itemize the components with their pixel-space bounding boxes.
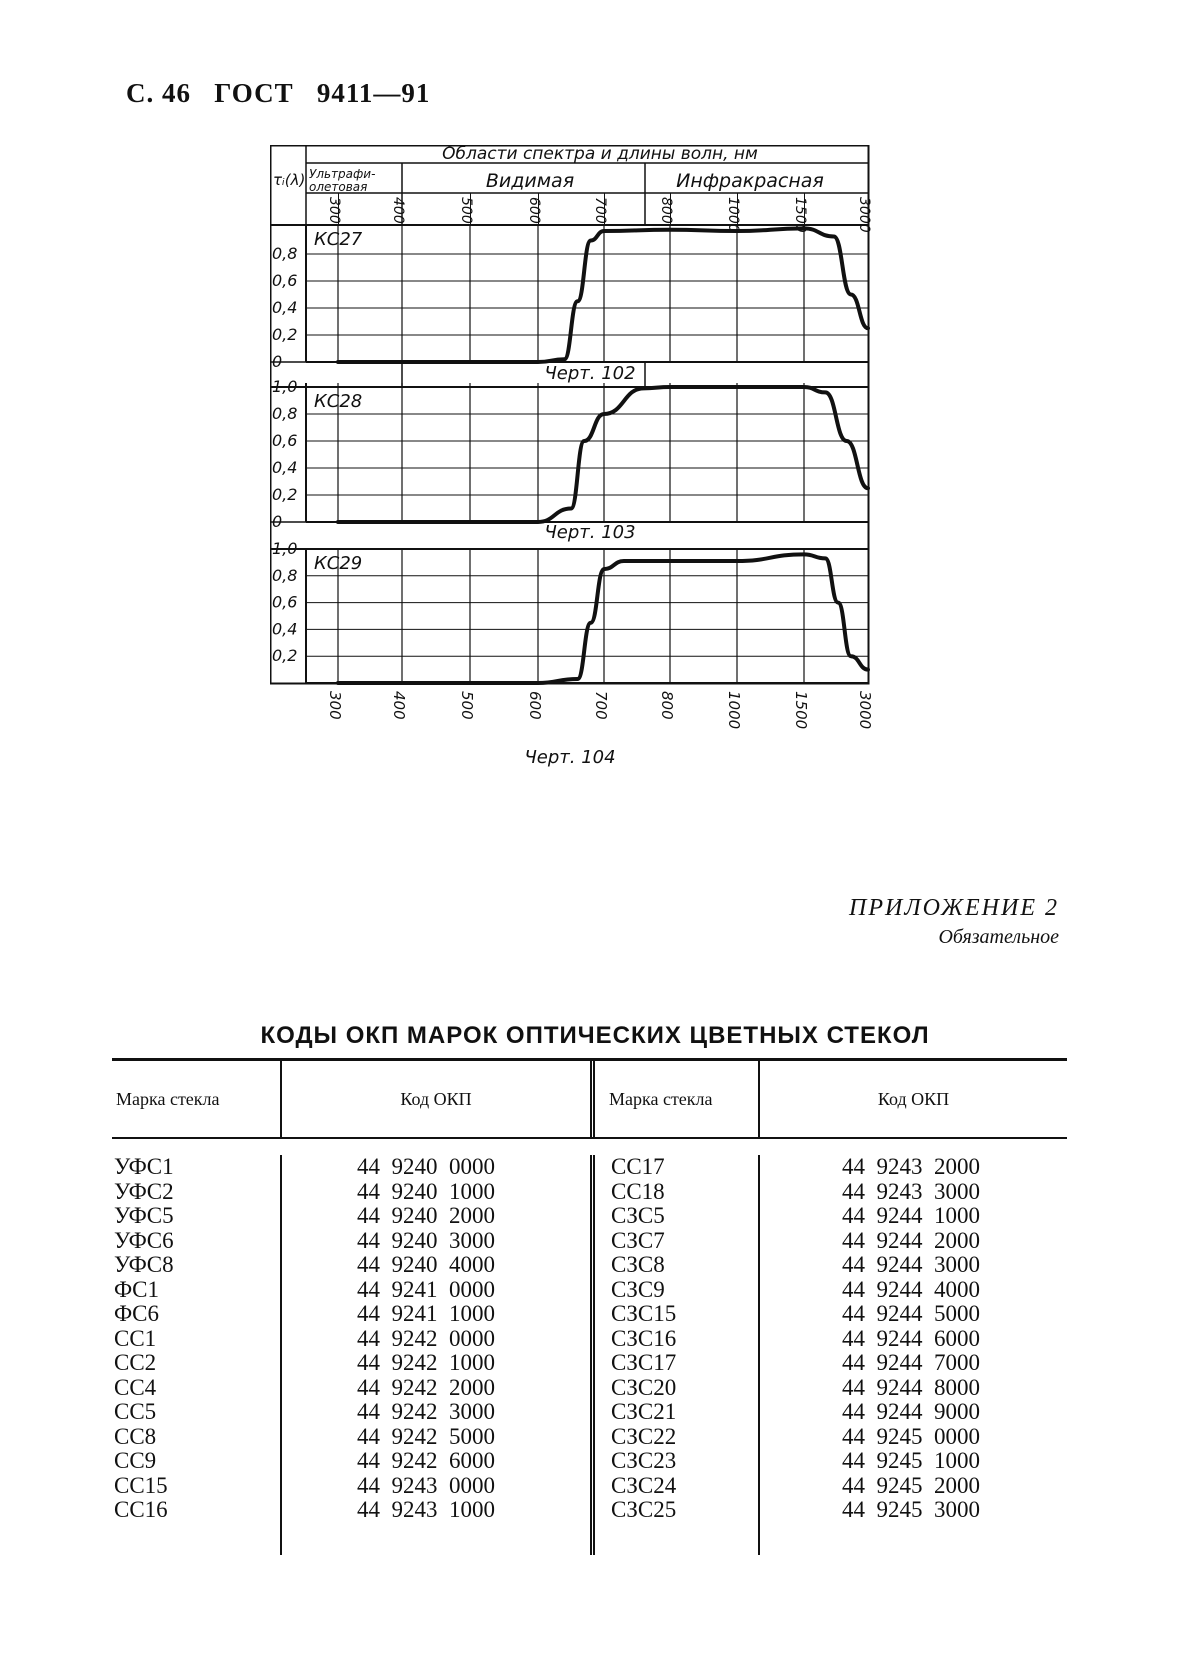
table-cell: СС1 bbox=[114, 1325, 157, 1351]
table-cell: 44 9244 3000 bbox=[842, 1252, 980, 1277]
okp-codes-table bbox=[112, 1058, 1067, 1555]
transmission-curve bbox=[338, 554, 868, 683]
table-cell: СЗС7 bbox=[611, 1227, 665, 1253]
column-mark-left bbox=[112, 1155, 280, 1555]
table-cell: 44 9240 0000 bbox=[357, 1154, 495, 1179]
header-tick-label: 3000 bbox=[856, 197, 872, 233]
table-cell: 44 9243 0000 bbox=[357, 1472, 495, 1498]
table-cell: 44 9244 9000 bbox=[842, 1399, 980, 1424]
region-visible-label: Видимая bbox=[485, 170, 575, 192]
table-cell: 44 9245 0000 bbox=[842, 1423, 980, 1449]
appendix-block bbox=[849, 895, 1059, 949]
table-cell: 44 9242 0000 bbox=[357, 1325, 495, 1351]
codes-right-list bbox=[760, 1155, 1067, 1523]
table-cell: 44 9243 2000 bbox=[842, 1154, 980, 1179]
column-code-right bbox=[758, 1155, 1067, 1555]
table-cell: СЗС21 bbox=[611, 1399, 677, 1424]
table-cell: ФС6 bbox=[114, 1301, 160, 1326]
header-tick-label: 500 bbox=[458, 197, 474, 224]
table-cell: 44 9241 0000 bbox=[357, 1276, 495, 1302]
table-cell: СЗС24 bbox=[611, 1472, 677, 1498]
y-tick-label: 0,2 bbox=[272, 646, 298, 666]
table-cell: 44 9243 1000 bbox=[357, 1497, 495, 1522]
y-tick-label: 0,4 bbox=[272, 458, 298, 477]
bottom-tick-label: 500 bbox=[458, 691, 476, 720]
transmittance-axis-label: τᵢ(λ) bbox=[273, 171, 306, 189]
table-cell: УФС1 bbox=[114, 1154, 174, 1179]
column-code-left bbox=[280, 1155, 590, 1555]
table-cell: СЗС22 bbox=[611, 1423, 677, 1449]
table-cell: 44 9242 3000 bbox=[357, 1399, 495, 1424]
table-cell: 44 9244 8000 bbox=[842, 1374, 980, 1400]
table-cell: 44 9240 1000 bbox=[357, 1178, 495, 1204]
table-cell: СЗС25 bbox=[611, 1497, 677, 1522]
appendix-title: ПРИЛОЖЕНИЕ 2 bbox=[849, 895, 1059, 921]
y-tick-label: 0,8 bbox=[272, 404, 298, 423]
table-cell: УФС5 bbox=[114, 1203, 174, 1228]
y-tick-label: 0,2 bbox=[272, 485, 298, 504]
codes-left-list bbox=[282, 1155, 590, 1523]
transmission-figure bbox=[270, 145, 990, 800]
bottom-tick-label: 3000 bbox=[856, 691, 874, 730]
table-cell: 44 9244 6000 bbox=[842, 1325, 980, 1351]
table-cell: СЗС23 bbox=[611, 1448, 677, 1473]
page-header: С. 46 ГОСТ 9411—91 bbox=[126, 78, 431, 108]
transmission-charts-svg bbox=[270, 145, 990, 800]
table-cell: СС2 bbox=[114, 1350, 157, 1375]
y-tick-label: 0,6 bbox=[272, 592, 298, 612]
table-cell: УФС8 bbox=[114, 1252, 174, 1277]
table-cell: ФС1 bbox=[114, 1276, 160, 1302]
table-cell: СЗС17 bbox=[611, 1350, 677, 1375]
table-cell: СС4 bbox=[114, 1374, 157, 1400]
table-cell: УФС2 bbox=[114, 1178, 174, 1204]
table-cell: 44 9244 5000 bbox=[842, 1301, 980, 1326]
table-cell: 44 9242 6000 bbox=[357, 1448, 495, 1473]
table-cell: 44 9240 4000 bbox=[357, 1252, 495, 1277]
y-tick-label: 0,8 bbox=[272, 244, 298, 263]
table-cell: 44 9240 3000 bbox=[357, 1227, 495, 1253]
header-code-right: Код ОКП bbox=[758, 1061, 1067, 1137]
y-tick-label: 0,2 bbox=[272, 325, 298, 344]
spectrum-region-title: Области спектра и длины волн, нм bbox=[442, 145, 758, 164]
table-cell: 44 9244 7000 bbox=[842, 1350, 980, 1375]
y-tick-label: 0,8 bbox=[272, 565, 298, 585]
figure-caption: Черт. 102 bbox=[544, 363, 636, 384]
panel-title: КС29 bbox=[314, 553, 363, 574]
table-cell: СЗС9 bbox=[611, 1276, 665, 1302]
transmission-curve bbox=[338, 228, 868, 362]
table-cell: УФС6 bbox=[114, 1227, 174, 1253]
y-tick-label: 1,0 bbox=[272, 539, 298, 558]
table-cell: 44 9240 2000 bbox=[357, 1203, 495, 1228]
table-cell: СЗС15 bbox=[611, 1301, 677, 1326]
header-tick-label: 1500 bbox=[792, 197, 808, 233]
bottom-tick-label: 700 bbox=[592, 691, 610, 720]
table-cell: СС5 bbox=[114, 1399, 157, 1424]
header-tick-label: 800 bbox=[658, 197, 674, 224]
y-tick-label: 0,4 bbox=[272, 619, 298, 639]
header-tick-label: 700 bbox=[592, 197, 608, 224]
table-cell: 44 9245 2000 bbox=[842, 1472, 980, 1498]
table-cell: СС17 bbox=[611, 1154, 665, 1179]
region-ir-label: Инфракрасная bbox=[676, 170, 824, 192]
table-title: КОДЫ ОКП МАРОК ОПТИЧЕСКИХ ЦВЕТНЫХ СТЕКОЛ bbox=[260, 1022, 930, 1049]
table-cell: 44 9244 4000 bbox=[842, 1276, 980, 1302]
bottom-tick-label: 600 bbox=[526, 691, 544, 720]
table-cell: 44 9243 3000 bbox=[842, 1178, 980, 1204]
header-tick-label: 400 bbox=[390, 197, 406, 224]
y-tick-label: 0,4 bbox=[272, 298, 298, 317]
table-cell: 44 9241 1000 bbox=[357, 1301, 495, 1326]
figure-caption: Черт. 104 bbox=[524, 747, 616, 768]
region-uv-label: Ультрафи- bbox=[309, 167, 376, 181]
table-cell: СЗС5 bbox=[611, 1203, 665, 1228]
bottom-tick-label: 300 bbox=[326, 691, 344, 720]
y-tick-label: 1,0 bbox=[272, 377, 298, 396]
y-tick-label: 0,6 bbox=[272, 431, 298, 450]
header-tick-label: 300 bbox=[326, 197, 342, 224]
table-cell: СС16 bbox=[114, 1497, 168, 1522]
header-tick-label: 1000 bbox=[725, 197, 741, 233]
table-cell: 44 9244 2000 bbox=[842, 1227, 980, 1253]
y-tick-label: 0,6 bbox=[272, 271, 298, 290]
table-cell: СС15 bbox=[114, 1472, 168, 1498]
table-cell: СС9 bbox=[114, 1448, 157, 1473]
figure-caption: Черт. 103 bbox=[544, 522, 636, 543]
table-cell: 44 9242 1000 bbox=[357, 1350, 495, 1375]
table-cell: СЗС16 bbox=[611, 1325, 677, 1351]
panel-title: КС27 bbox=[314, 229, 363, 250]
table-header-row bbox=[112, 1061, 1067, 1137]
header-tick-label: 600 bbox=[526, 197, 542, 224]
bottom-tick-label: 400 bbox=[390, 691, 408, 720]
header-mark-left: Марка стекла bbox=[116, 1088, 220, 1109]
transmission-curve bbox=[338, 387, 868, 522]
table-cell: СЗС20 bbox=[611, 1374, 677, 1400]
column-mark-right bbox=[590, 1155, 758, 1555]
table-cell: 44 9245 3000 bbox=[842, 1497, 980, 1522]
appendix-subtitle: Обязательное bbox=[938, 926, 1059, 948]
table-cell: 44 9242 2000 bbox=[357, 1374, 495, 1400]
y-tick-label: 0 bbox=[272, 352, 283, 371]
bottom-tick-label: 800 bbox=[658, 691, 676, 720]
panel-title: КС28 bbox=[314, 391, 363, 412]
table-cell: СЗС8 bbox=[611, 1252, 665, 1277]
bottom-tick-label: 1000 bbox=[725, 691, 743, 730]
table-body bbox=[112, 1139, 1067, 1555]
table-cell: 44 9245 1000 bbox=[842, 1448, 980, 1473]
y-tick-label: 0 bbox=[272, 512, 283, 531]
table-cell: СС8 bbox=[114, 1423, 157, 1449]
bottom-tick-label: 1500 bbox=[792, 691, 810, 730]
table-cell: 44 9242 5000 bbox=[357, 1423, 495, 1449]
header-code-left: Код ОКП bbox=[280, 1061, 590, 1137]
region-uv-label: олетовая bbox=[309, 180, 368, 194]
header-mark-right: Марка стекла bbox=[590, 1061, 758, 1137]
marks-left-list bbox=[112, 1155, 280, 1523]
marks-right-list bbox=[595, 1155, 758, 1523]
table-cell: СС18 bbox=[611, 1178, 665, 1204]
table-cell: 44 9244 1000 bbox=[842, 1203, 980, 1228]
